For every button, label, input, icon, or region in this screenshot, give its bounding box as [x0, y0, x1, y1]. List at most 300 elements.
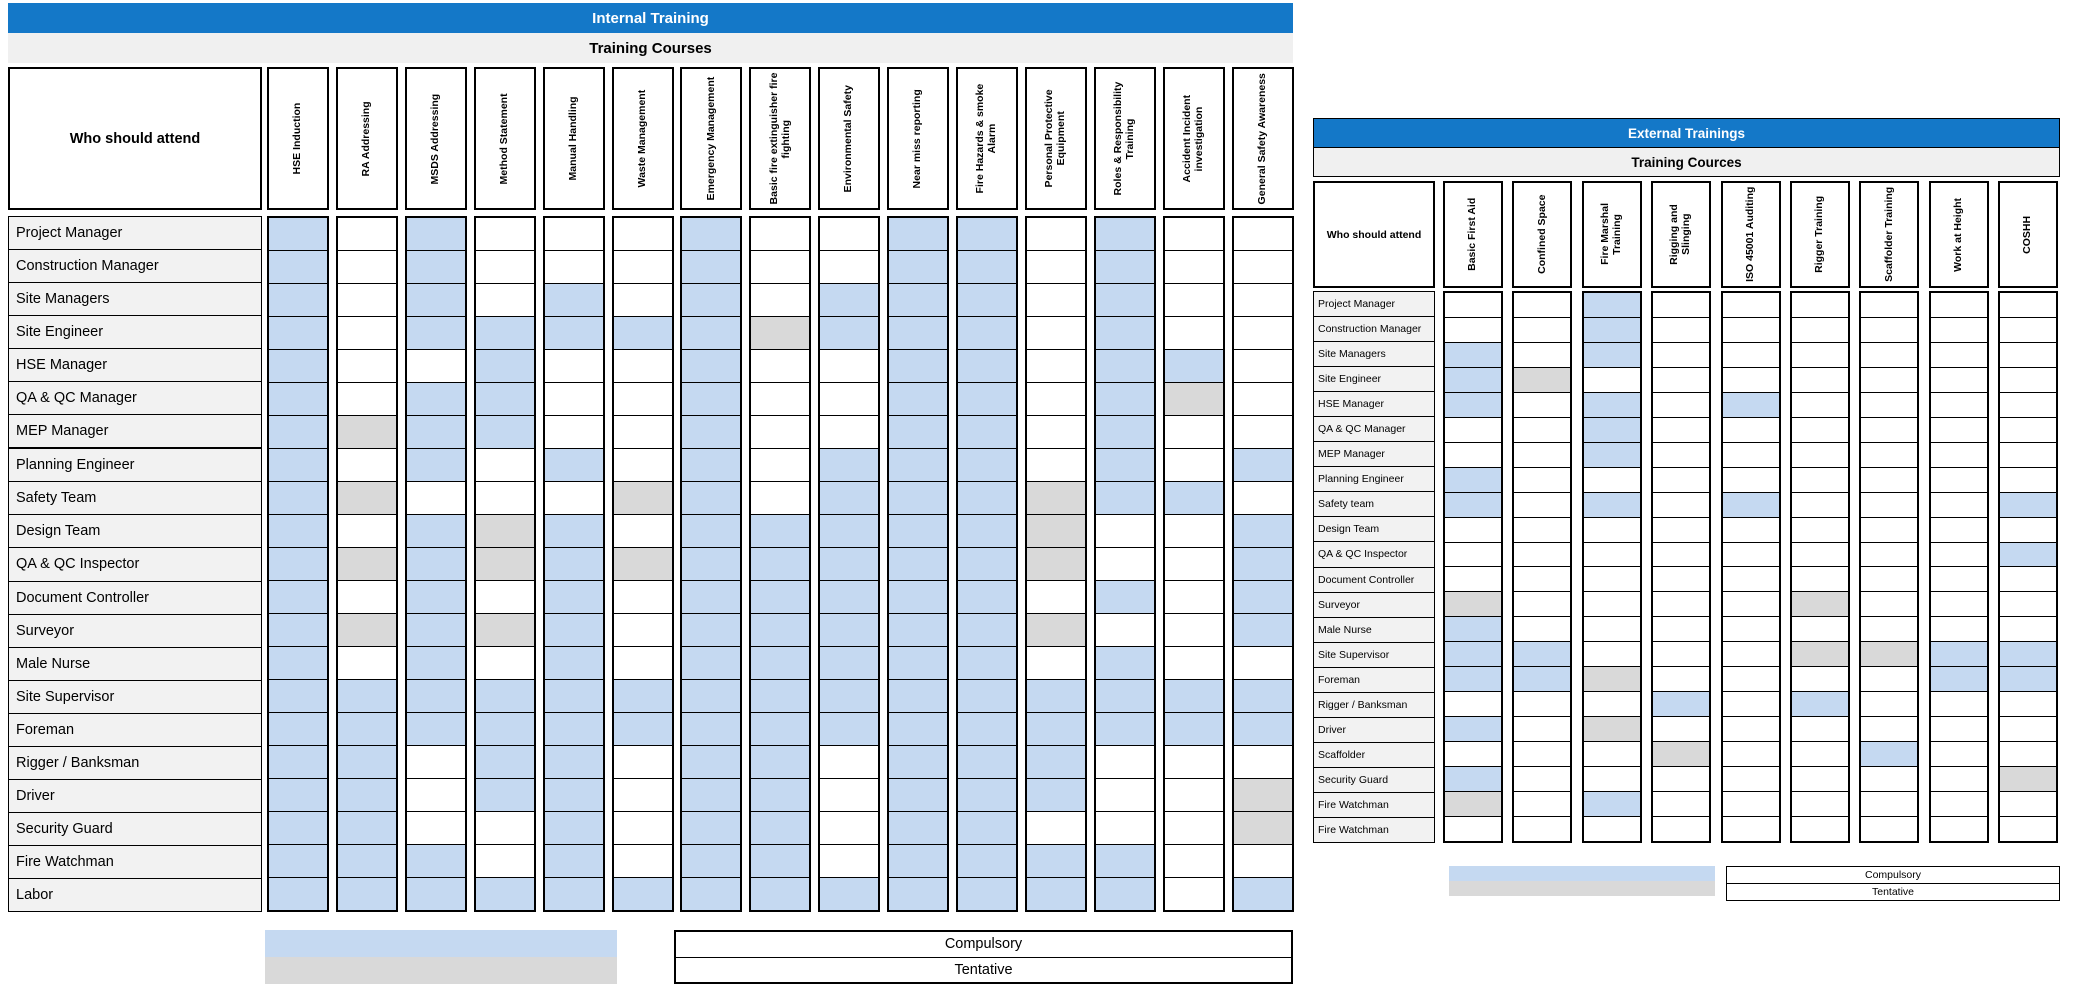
grid-cell[interactable] [1584, 468, 1640, 493]
grid-cell[interactable] [682, 449, 740, 482]
row-label[interactable]: QA & QC Manager [9, 382, 261, 415]
row-label[interactable]: Site Engineer [1314, 367, 1434, 392]
grid-cell[interactable] [751, 350, 809, 383]
grid-cell[interactable] [751, 218, 809, 251]
grid-cell[interactable] [751, 845, 809, 878]
grid-cell[interactable] [1931, 817, 1987, 841]
grid-cell[interactable] [1584, 592, 1640, 617]
grid-cell[interactable] [682, 746, 740, 779]
grid-cell[interactable] [958, 548, 1016, 581]
grid-cell[interactable] [1653, 368, 1709, 393]
grid-cell[interactable] [338, 581, 396, 614]
grid-cell[interactable] [682, 482, 740, 515]
grid-cell[interactable] [476, 416, 534, 449]
grid-cell[interactable] [889, 284, 947, 317]
grid-cell[interactable] [1234, 416, 1292, 449]
grid-cell[interactable] [1027, 284, 1085, 317]
row-label[interactable]: HSE Manager [9, 349, 261, 382]
grid-cell[interactable] [338, 713, 396, 746]
row-label[interactable]: Construction Manager [1314, 317, 1434, 342]
grid-cell[interactable] [614, 515, 672, 548]
row-label[interactable]: Foreman [1314, 668, 1434, 693]
grid-cell[interactable] [2000, 468, 2056, 493]
grid-cell[interactable] [1514, 393, 1570, 418]
grid-cell[interactable] [338, 746, 396, 779]
grid-cell[interactable] [407, 647, 465, 680]
grid-cell[interactable] [545, 878, 603, 910]
grid-cell[interactable] [614, 218, 672, 251]
row-label[interactable]: HSE Manager [1314, 392, 1434, 417]
grid-cell[interactable] [1792, 393, 1848, 418]
grid-cell[interactable] [545, 548, 603, 581]
grid-cell[interactable] [614, 845, 672, 878]
grid-cell[interactable] [958, 614, 1016, 647]
grid-cell[interactable] [1027, 482, 1085, 515]
grid-cell[interactable] [476, 812, 534, 845]
grid-cell[interactable] [476, 746, 534, 779]
grid-cell[interactable] [1653, 792, 1709, 817]
grid-cell[interactable] [751, 779, 809, 812]
grid-cell[interactable] [1653, 667, 1709, 692]
row-label[interactable]: Driver [1314, 718, 1434, 743]
grid-cell[interactable] [476, 251, 534, 284]
grid-cell[interactable] [545, 812, 603, 845]
grid-cell[interactable] [1931, 642, 1987, 667]
grid-cell[interactable] [1653, 742, 1709, 767]
grid-cell[interactable] [1234, 746, 1292, 779]
grid-cell[interactable] [889, 515, 947, 548]
grid-cell[interactable] [1096, 449, 1154, 482]
grid-cell[interactable] [338, 251, 396, 284]
grid-cell[interactable] [1584, 667, 1640, 692]
grid-cell[interactable] [682, 845, 740, 878]
grid-cell[interactable] [269, 680, 327, 713]
grid-cell[interactable] [1792, 767, 1848, 792]
grid-cell[interactable] [2000, 293, 2056, 318]
grid-cell[interactable] [1653, 393, 1709, 418]
grid-cell[interactable] [1445, 792, 1501, 817]
grid-cell[interactable] [1861, 717, 1917, 742]
grid-cell[interactable] [1027, 779, 1085, 812]
grid-cell[interactable] [1096, 746, 1154, 779]
grid-cell[interactable] [751, 647, 809, 680]
grid-cell[interactable] [1445, 343, 1501, 368]
grid-cell[interactable] [1234, 449, 1292, 482]
grid-cell[interactable] [269, 284, 327, 317]
grid-cell[interactable] [1165, 812, 1223, 845]
grid-cell[interactable] [338, 614, 396, 647]
grid-cell[interactable] [1514, 717, 1570, 742]
grid-cell[interactable] [1165, 482, 1223, 515]
course-header[interactable] [1651, 181, 1711, 288]
grid-cell[interactable] [1861, 642, 1917, 667]
grid-cell[interactable] [614, 284, 672, 317]
grid-cell[interactable] [1861, 817, 1917, 841]
grid-cell[interactable] [1165, 680, 1223, 713]
row-label[interactable]: Site Supervisor [1314, 643, 1434, 668]
grid-cell[interactable] [1165, 548, 1223, 581]
grid-cell[interactable] [1165, 878, 1223, 910]
grid-cell[interactable] [269, 878, 327, 910]
grid-cell[interactable] [2000, 817, 2056, 841]
grid-cell[interactable] [1165, 251, 1223, 284]
grid-cell[interactable] [1445, 692, 1501, 717]
grid-cell[interactable] [2000, 543, 2056, 568]
course-header[interactable] [405, 67, 467, 210]
grid-cell[interactable] [338, 647, 396, 680]
grid-cell[interactable] [2000, 742, 2056, 767]
grid-cell[interactable] [476, 713, 534, 746]
grid-cell[interactable] [1445, 518, 1501, 543]
grid-cell[interactable] [1514, 468, 1570, 493]
grid-cell[interactable] [820, 713, 878, 746]
grid-cell[interactable] [682, 317, 740, 350]
row-label[interactable]: Design Team [1314, 517, 1434, 542]
grid-cell[interactable] [614, 647, 672, 680]
grid-cell[interactable] [1584, 443, 1640, 468]
grid-cell[interactable] [820, 284, 878, 317]
grid-cell[interactable] [1653, 543, 1709, 568]
grid-cell[interactable] [1027, 713, 1085, 746]
grid-cell[interactable] [1792, 543, 1848, 568]
grid-cell[interactable] [1096, 647, 1154, 680]
course-header[interactable] [267, 67, 329, 210]
grid-cell[interactable] [1445, 592, 1501, 617]
grid-cell[interactable] [614, 581, 672, 614]
grid-cell[interactable] [1723, 717, 1779, 742]
grid-cell[interactable] [682, 614, 740, 647]
grid-cell[interactable] [889, 713, 947, 746]
row-label[interactable]: Male Nurse [1314, 618, 1434, 643]
grid-cell[interactable] [476, 878, 534, 910]
grid-cell[interactable] [1931, 692, 1987, 717]
grid-cell[interactable] [820, 317, 878, 350]
grid-cell[interactable] [1723, 418, 1779, 443]
grid-cell[interactable] [1931, 792, 1987, 817]
grid-cell[interactable] [338, 779, 396, 812]
grid-cell[interactable] [1027, 581, 1085, 614]
grid-cell[interactable] [545, 350, 603, 383]
grid-cell[interactable] [1234, 317, 1292, 350]
grid-cell[interactable] [1514, 493, 1570, 518]
course-header[interactable] [1721, 181, 1781, 288]
grid-cell[interactable] [1027, 614, 1085, 647]
grid-cell[interactable] [1234, 878, 1292, 910]
grid-cell[interactable] [407, 614, 465, 647]
grid-cell[interactable] [269, 812, 327, 845]
grid-cell[interactable] [1931, 293, 1987, 318]
grid-cell[interactable] [614, 680, 672, 713]
grid-cell[interactable] [1653, 343, 1709, 368]
grid-cell[interactable] [820, 878, 878, 910]
grid-cell[interactable] [1165, 581, 1223, 614]
grid-cell[interactable] [407, 482, 465, 515]
grid-cell[interactable] [545, 383, 603, 416]
course-header[interactable] [680, 67, 742, 210]
course-header[interactable] [1094, 67, 1156, 210]
grid-cell[interactable] [1584, 293, 1640, 318]
grid-cell[interactable] [751, 581, 809, 614]
grid-cell[interactable] [820, 581, 878, 614]
grid-cell[interactable] [1445, 667, 1501, 692]
row-label[interactable]: QA & QC Inspector [1314, 542, 1434, 567]
grid-cell[interactable] [1514, 343, 1570, 368]
grid-cell[interactable] [1165, 845, 1223, 878]
grid-cell[interactable] [476, 647, 534, 680]
row-label[interactable]: QA & QC Inspector [9, 548, 261, 581]
row-label[interactable]: Safety team [1314, 492, 1434, 517]
grid-cell[interactable] [1445, 567, 1501, 592]
course-header[interactable] [1163, 67, 1225, 210]
grid-cell[interactable] [1861, 468, 1917, 493]
grid-cell[interactable] [338, 482, 396, 515]
grid-cell[interactable] [1931, 443, 1987, 468]
grid-cell[interactable] [545, 779, 603, 812]
grid-cell[interactable] [958, 581, 1016, 614]
grid-cell[interactable] [1234, 482, 1292, 515]
grid-cell[interactable] [407, 284, 465, 317]
grid-cell[interactable] [1027, 317, 1085, 350]
row-label[interactable]: Site Managers [1314, 342, 1434, 367]
grid-cell[interactable] [751, 614, 809, 647]
grid-cell[interactable] [958, 317, 1016, 350]
grid-cell[interactable] [2000, 443, 2056, 468]
grid-cell[interactable] [682, 647, 740, 680]
grid-cell[interactable] [889, 581, 947, 614]
grid-cell[interactable] [1931, 318, 1987, 343]
row-label[interactable]: Safety Team [9, 482, 261, 515]
grid-cell[interactable] [1445, 493, 1501, 518]
grid-cell[interactable] [1234, 581, 1292, 614]
grid-cell[interactable] [1861, 592, 1917, 617]
grid-cell[interactable] [1861, 617, 1917, 642]
grid-cell[interactable] [820, 218, 878, 251]
grid-cell[interactable] [1445, 418, 1501, 443]
grid-cell[interactable] [269, 515, 327, 548]
course-header[interactable] [1859, 181, 1919, 288]
grid-cell[interactable] [269, 416, 327, 449]
grid-cell[interactable] [820, 779, 878, 812]
grid-cell[interactable] [1234, 713, 1292, 746]
grid-cell[interactable] [682, 878, 740, 910]
grid-cell[interactable] [1096, 416, 1154, 449]
grid-cell[interactable] [545, 713, 603, 746]
row-label[interactable]: Planning Engineer [9, 449, 261, 482]
row-label[interactable]: Security Guard [9, 813, 261, 846]
row-label[interactable]: Security Guard [1314, 768, 1434, 793]
grid-cell[interactable] [1861, 343, 1917, 368]
course-header[interactable] [1512, 181, 1572, 288]
grid-cell[interactable] [1027, 515, 1085, 548]
grid-cell[interactable] [1234, 779, 1292, 812]
grid-cell[interactable] [476, 614, 534, 647]
grid-cell[interactable] [1792, 293, 1848, 318]
grid-cell[interactable] [820, 383, 878, 416]
grid-cell[interactable] [2000, 493, 2056, 518]
grid-cell[interactable] [1027, 350, 1085, 383]
grid-cell[interactable] [958, 383, 1016, 416]
grid-cell[interactable] [1027, 218, 1085, 251]
grid-cell[interactable] [1584, 493, 1640, 518]
grid-cell[interactable] [1165, 779, 1223, 812]
course-header[interactable] [1790, 181, 1850, 288]
course-header[interactable] [612, 67, 674, 210]
grid-cell[interactable] [338, 548, 396, 581]
grid-cell[interactable] [1792, 493, 1848, 518]
grid-cell[interactable] [1165, 614, 1223, 647]
grid-cell[interactable] [1861, 293, 1917, 318]
grid-cell[interactable] [407, 515, 465, 548]
grid-cell[interactable] [2000, 642, 2056, 667]
grid-cell[interactable] [614, 746, 672, 779]
grid-cell[interactable] [269, 449, 327, 482]
grid-cell[interactable] [1445, 443, 1501, 468]
grid-cell[interactable] [1792, 443, 1848, 468]
grid-cell[interactable] [1723, 518, 1779, 543]
grid-cell[interactable] [1584, 792, 1640, 817]
grid-cell[interactable] [407, 449, 465, 482]
grid-cell[interactable] [751, 812, 809, 845]
grid-cell[interactable] [545, 680, 603, 713]
grid-cell[interactable] [269, 779, 327, 812]
grid-cell[interactable] [1234, 845, 1292, 878]
row-label[interactable]: Foreman [9, 714, 261, 747]
grid-cell[interactable] [1234, 515, 1292, 548]
grid-cell[interactable] [1027, 416, 1085, 449]
grid-cell[interactable] [1234, 614, 1292, 647]
grid-cell[interactable] [958, 251, 1016, 284]
grid-cell[interactable] [1165, 449, 1223, 482]
grid-cell[interactable] [1653, 518, 1709, 543]
grid-cell[interactable] [1584, 543, 1640, 568]
grid-cell[interactable] [545, 845, 603, 878]
grid-cell[interactable] [1234, 383, 1292, 416]
grid-cell[interactable] [682, 581, 740, 614]
row-label[interactable]: Surveyor [1314, 593, 1434, 618]
row-label[interactable]: QA & QC Manager [1314, 417, 1434, 442]
grid-cell[interactable] [1514, 667, 1570, 692]
grid-cell[interactable] [476, 317, 534, 350]
grid-cell[interactable] [1792, 368, 1848, 393]
grid-cell[interactable] [1445, 767, 1501, 792]
grid-cell[interactable] [476, 515, 534, 548]
grid-cell[interactable] [1723, 293, 1779, 318]
grid-cell[interactable] [1723, 817, 1779, 841]
grid-cell[interactable] [1445, 368, 1501, 393]
grid-cell[interactable] [476, 449, 534, 482]
grid-cell[interactable] [1096, 482, 1154, 515]
grid-cell[interactable] [1861, 443, 1917, 468]
row-label[interactable]: Document Controller [1314, 568, 1434, 593]
grid-cell[interactable] [1165, 218, 1223, 251]
grid-cell[interactable] [889, 680, 947, 713]
grid-cell[interactable] [338, 218, 396, 251]
grid-cell[interactable] [2000, 692, 2056, 717]
grid-cell[interactable] [1931, 767, 1987, 792]
grid-cell[interactable] [958, 713, 1016, 746]
grid-cell[interactable] [1514, 742, 1570, 767]
grid-cell[interactable] [1584, 393, 1640, 418]
grid-cell[interactable] [1445, 617, 1501, 642]
grid-cell[interactable] [1027, 548, 1085, 581]
grid-cell[interactable] [476, 350, 534, 383]
grid-cell[interactable] [1234, 218, 1292, 251]
grid-cell[interactable] [1445, 742, 1501, 767]
grid-cell[interactable] [1723, 642, 1779, 667]
course-header[interactable] [1929, 181, 1989, 288]
grid-cell[interactable] [958, 515, 1016, 548]
grid-cell[interactable] [545, 581, 603, 614]
grid-cell[interactable] [1792, 318, 1848, 343]
grid-cell[interactable] [889, 350, 947, 383]
grid-cell[interactable] [1027, 746, 1085, 779]
grid-cell[interactable] [1861, 667, 1917, 692]
grid-cell[interactable] [1165, 317, 1223, 350]
grid-cell[interactable] [1096, 614, 1154, 647]
grid-cell[interactable] [1653, 617, 1709, 642]
grid-cell[interactable] [1931, 742, 1987, 767]
grid-cell[interactable] [407, 878, 465, 910]
grid-cell[interactable] [407, 713, 465, 746]
grid-cell[interactable] [889, 746, 947, 779]
row-label[interactable]: Planning Engineer [1314, 467, 1434, 492]
grid-cell[interactable] [751, 383, 809, 416]
grid-cell[interactable] [1723, 742, 1779, 767]
row-label[interactable]: Construction Manager [9, 250, 261, 283]
grid-cell[interactable] [1653, 767, 1709, 792]
grid-cell[interactable] [407, 317, 465, 350]
grid-cell[interactable] [682, 383, 740, 416]
grid-cell[interactable] [751, 746, 809, 779]
grid-cell[interactable] [1584, 817, 1640, 841]
grid-cell[interactable] [1096, 779, 1154, 812]
grid-cell[interactable] [1514, 817, 1570, 841]
row-label[interactable]: Fire Watchman [1314, 818, 1434, 842]
grid-cell[interactable] [1792, 792, 1848, 817]
grid-cell[interactable] [820, 350, 878, 383]
grid-cell[interactable] [1096, 845, 1154, 878]
grid-cell[interactable] [1234, 284, 1292, 317]
grid-cell[interactable] [1584, 343, 1640, 368]
course-header[interactable] [474, 67, 536, 210]
grid-cell[interactable] [751, 449, 809, 482]
grid-cell[interactable] [1931, 543, 1987, 568]
course-header[interactable] [1232, 67, 1294, 210]
grid-cell[interactable] [614, 713, 672, 746]
grid-cell[interactable] [1096, 680, 1154, 713]
grid-cell[interactable] [958, 284, 1016, 317]
grid-cell[interactable] [1792, 592, 1848, 617]
row-label[interactable]: Scaffolder [1314, 743, 1434, 768]
grid-cell[interactable] [476, 383, 534, 416]
grid-cell[interactable] [1584, 518, 1640, 543]
grid-cell[interactable] [1723, 667, 1779, 692]
grid-cell[interactable] [820, 680, 878, 713]
grid-cell[interactable] [1861, 518, 1917, 543]
grid-cell[interactable] [820, 251, 878, 284]
grid-cell[interactable] [1096, 548, 1154, 581]
grid-cell[interactable] [1514, 418, 1570, 443]
row-label[interactable]: Fire Watchman [1314, 793, 1434, 818]
grid-cell[interactable] [820, 449, 878, 482]
grid-cell[interactable] [407, 416, 465, 449]
grid-cell[interactable] [1723, 767, 1779, 792]
grid-cell[interactable] [1723, 617, 1779, 642]
grid-cell[interactable] [338, 680, 396, 713]
grid-cell[interactable] [958, 482, 1016, 515]
grid-cell[interactable] [2000, 592, 2056, 617]
grid-cell[interactable] [1723, 567, 1779, 592]
